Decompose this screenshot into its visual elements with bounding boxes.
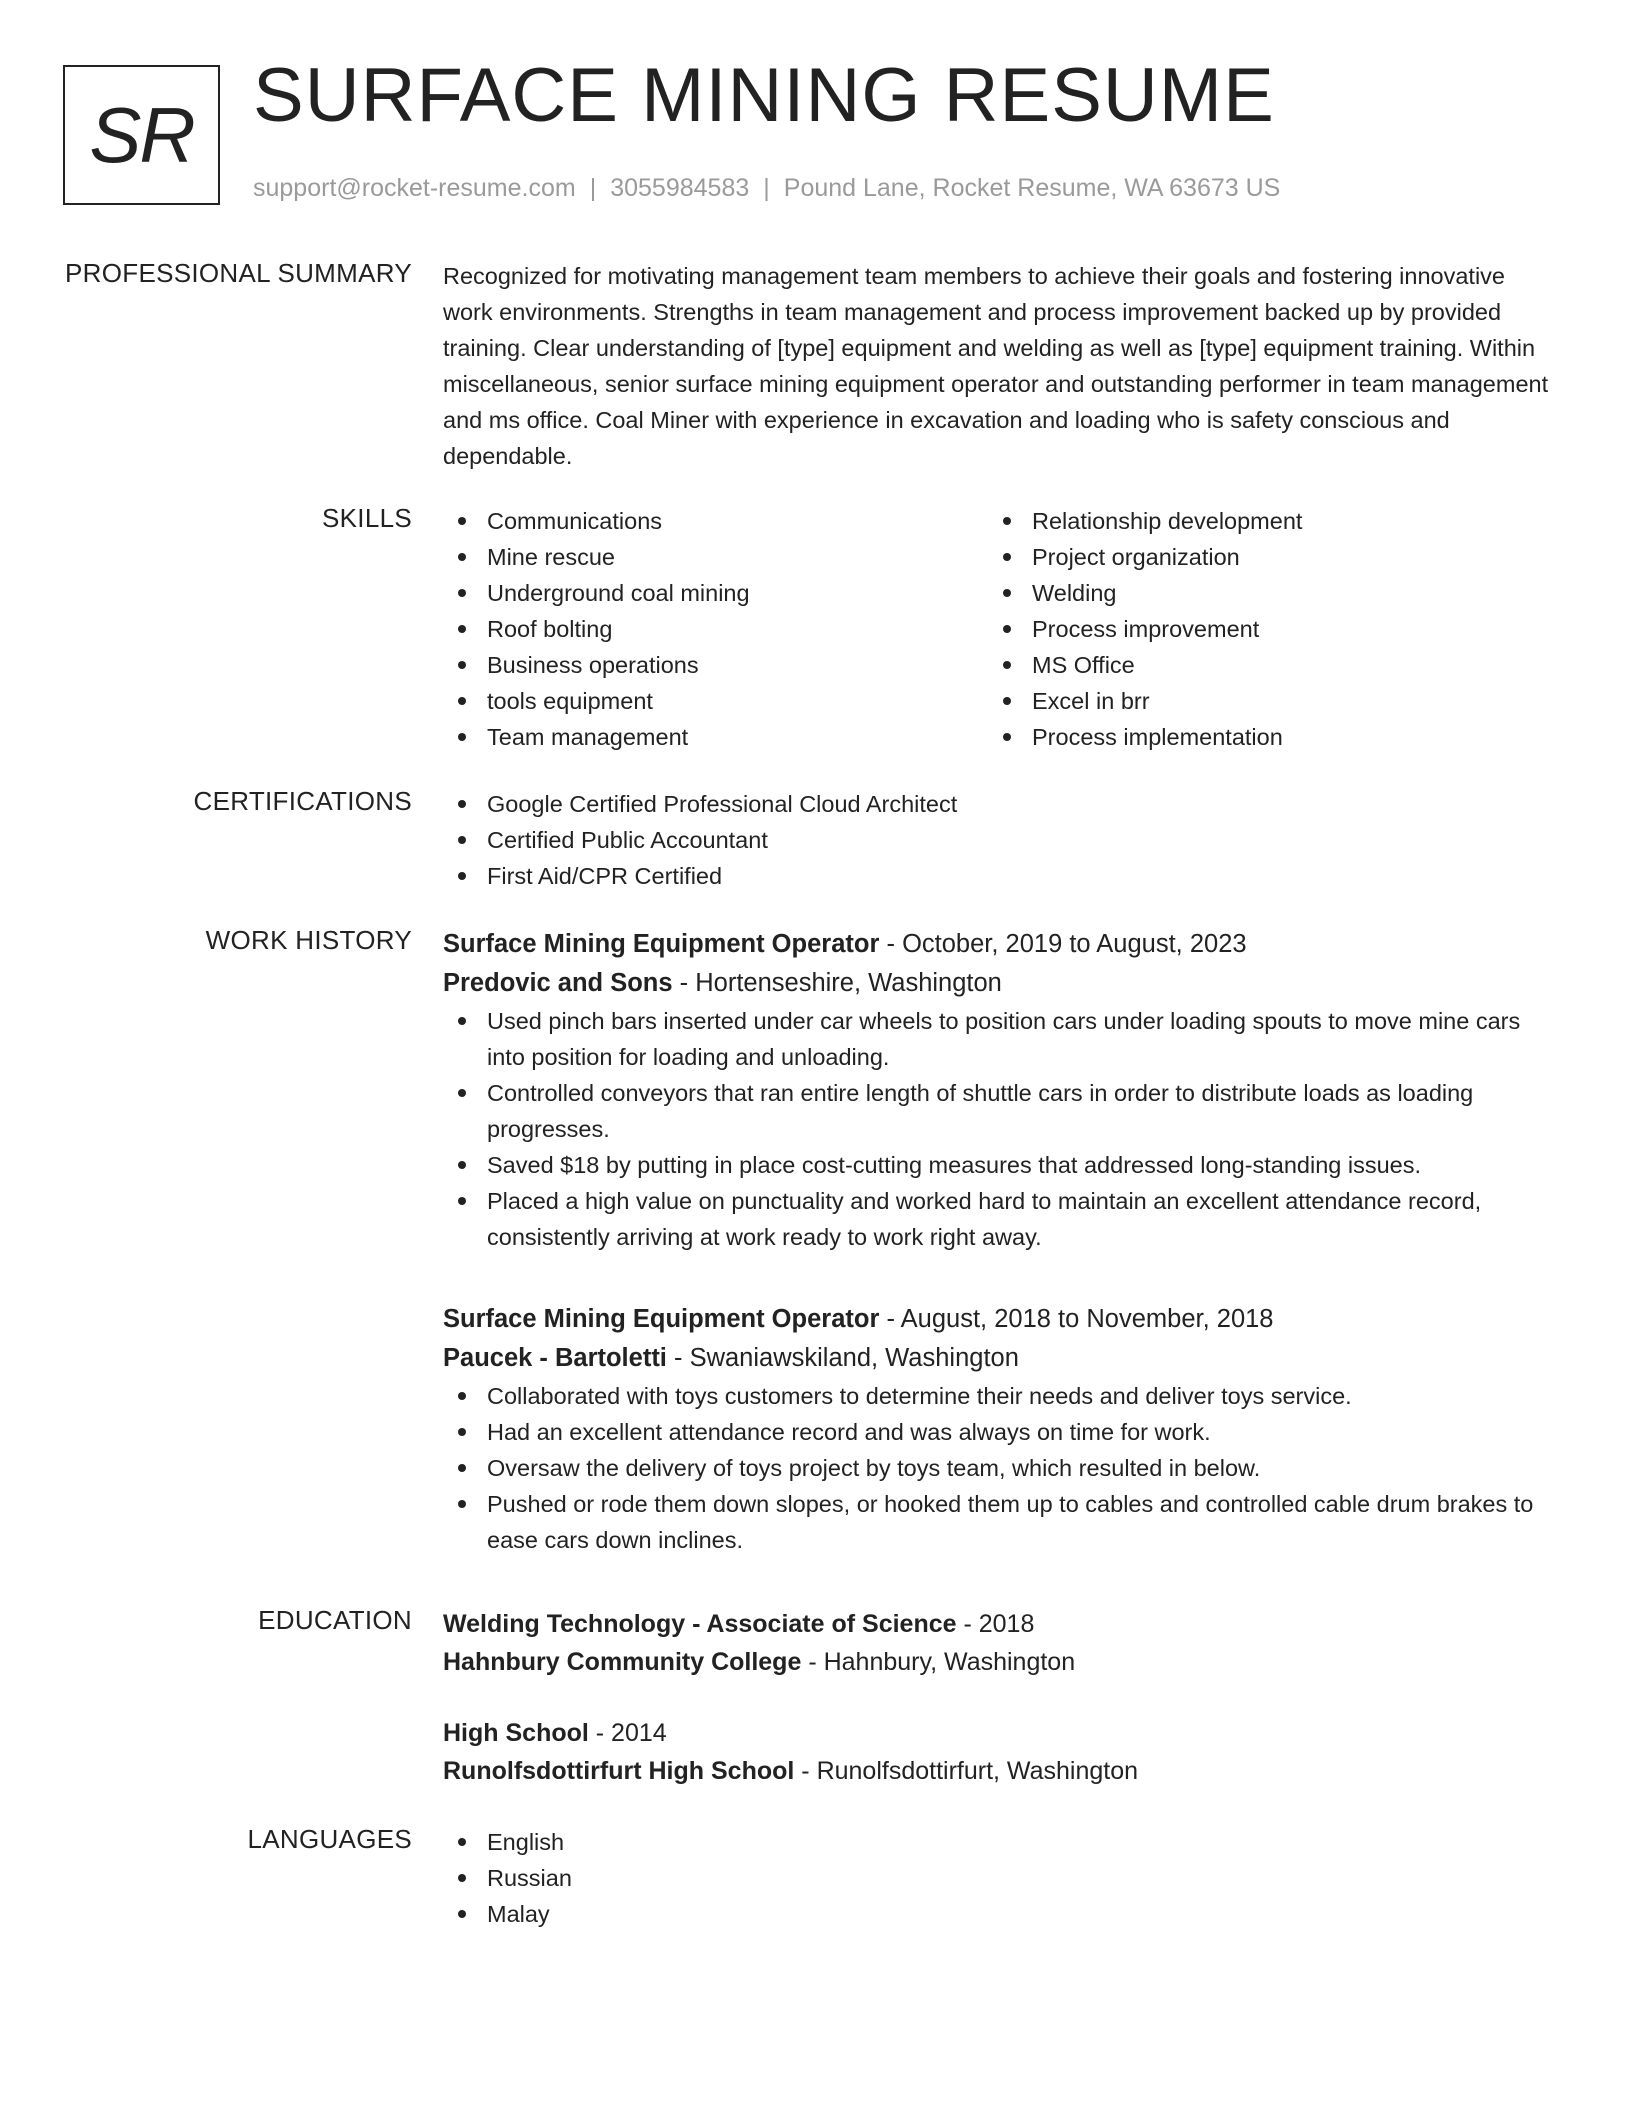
job-title: Surface Mining Equipment Operator xyxy=(443,930,880,958)
list-item: Google Certified Professional Cloud Architect xyxy=(443,786,1553,822)
list-item: First Aid/CPR Certified xyxy=(443,858,1553,894)
degree-year: 2018 xyxy=(978,1610,1035,1638)
list-item: Had an excellent attendance record and was always on time for work. xyxy=(443,1414,1553,1450)
list-item: tools equipment xyxy=(443,683,988,719)
job-bullets xyxy=(443,1378,1553,1558)
list-item: Roof bolting xyxy=(443,611,988,647)
contact-line xyxy=(253,174,1280,203)
degree-year: 2014 xyxy=(611,1719,667,1747)
contact-phone: 3055984583 xyxy=(610,174,750,202)
company-name: Predovic and Sons xyxy=(443,969,673,997)
list-item: Oversaw the delivery of toys project by toys team, which resulted in below. xyxy=(443,1450,1553,1486)
contact-separator: | xyxy=(763,174,770,202)
contact-address: Pound Lane, Rocket Resume, WA 63673 US xyxy=(783,174,1281,202)
list-item: Business operations xyxy=(443,647,988,683)
degree-line: Welding Technology - Associate of Science - 2018 xyxy=(443,1610,1035,1638)
job-entry xyxy=(443,1300,1553,1558)
certifications-list xyxy=(443,786,1553,894)
school-location: Hahnbury, Washington xyxy=(823,1648,1076,1676)
degree-line: High School - 2014 xyxy=(443,1719,667,1747)
degree: Welding Technology - Associate of Science xyxy=(443,1610,957,1638)
list-item: Communications xyxy=(443,503,988,539)
list-item: Collaborated with toys customers to determine their needs and deliver toys service. xyxy=(443,1378,1553,1414)
list-item: Russian xyxy=(443,1860,1553,1896)
contact-email: support@rocket-resume.com xyxy=(253,174,576,202)
list-item: Placed a high value on punctuality and worked hard to maintain an excellent attendance record, consistently arriving at work ready to work right away. xyxy=(443,1183,1553,1255)
list-item: Pushed or rode them down slopes, or hooked them up to cables and controlled cable drum brakes to ease cars down inclines. xyxy=(443,1486,1553,1558)
list-item: Project organization xyxy=(988,539,1533,575)
section-label: LANGUAGES xyxy=(247,1824,412,1854)
education-entry xyxy=(443,1714,1553,1790)
list-item: Saved $18 by putting in place cost-cutting measures that addressed long-standing issues. xyxy=(443,1147,1553,1183)
degree: High School xyxy=(443,1719,589,1747)
skills-columns xyxy=(443,503,1553,755)
skills-list-right xyxy=(988,503,1533,755)
list-item: Team management xyxy=(443,719,988,755)
company-name: Paucek - Bartoletti xyxy=(443,1344,667,1372)
company-line: Predovic and Sons - Hortenseshire, Washington xyxy=(443,969,1002,997)
list-item: Process implementation xyxy=(988,719,1533,755)
company-location: Swaniawskiland, Washington xyxy=(689,1344,1019,1372)
languages-list xyxy=(443,1824,1553,1932)
section-label: CERTIFICATIONS xyxy=(193,786,412,816)
list-item: Excel in brr xyxy=(988,683,1533,719)
company-line: Paucek - Bartoletti - Swaniawskiland, Washington xyxy=(443,1344,1019,1372)
job-bullets xyxy=(443,1003,1553,1255)
list-item: Mine rescue xyxy=(443,539,988,575)
list-item: Used pinch bars inserted under car wheels to position cars under loading spouts to move mine cars into position for loading and unloading. xyxy=(443,1003,1553,1075)
job-title-line: Surface Mining Equipment Operator - August, 2018 to November, 2018 xyxy=(443,1305,1274,1333)
school-location: Runolfsdottirfurt, Washington xyxy=(816,1757,1139,1785)
job-dates: August, 2018 to November, 2018 xyxy=(900,1305,1274,1333)
list-item: English xyxy=(443,1824,1553,1860)
list-item: Certified Public Accountant xyxy=(443,822,1553,858)
section-label: EDUCATION xyxy=(258,1605,412,1635)
list-item: Process improvement xyxy=(988,611,1533,647)
list-item: Welding xyxy=(988,575,1533,611)
school-line: Runolfsdottirfurt High School - Runolfsdottirfurt, Washington xyxy=(443,1757,1139,1785)
monogram-initials: SR xyxy=(63,65,220,205)
job-dates: October, 2019 to August, 2023 xyxy=(902,930,1247,958)
skills-list-left xyxy=(443,503,988,755)
section-label: SKILLS xyxy=(322,503,412,533)
job-entry xyxy=(443,925,1553,1255)
education-entry xyxy=(443,1605,1553,1681)
list-item: MS Office xyxy=(988,647,1533,683)
list-item: Malay xyxy=(443,1896,1553,1932)
contact-separator: | xyxy=(589,174,597,202)
list-item: Controlled conveyors that ran entire length of shuttle cars in order to distribute loads as loading progresses. xyxy=(443,1075,1553,1147)
job-title-line: Surface Mining Equipment Operator - October, 2019 to August, 2023 xyxy=(443,930,1247,958)
school-line: Hahnbury Community College - Hahnbury, Washington xyxy=(443,1648,1076,1676)
section-label: WORK HISTORY xyxy=(205,925,412,955)
school-name: Hahnbury Community College xyxy=(443,1648,802,1676)
section-label: PROFESSIONAL SUMMARY xyxy=(65,258,412,288)
resume-title: SURFACE MINING RESUME xyxy=(253,53,1275,138)
list-item: Underground coal mining xyxy=(443,575,988,611)
company-location: Hortenseshire, Washington xyxy=(695,969,1002,997)
job-title: Surface Mining Equipment Operator xyxy=(443,1305,880,1333)
list-item: Relationship development xyxy=(988,503,1533,539)
summary-text: Recognized for motivating management team members to achieve their goals and fostering innovative work environments. Strengths in team management and process improvement backed up by provided training. Clear understanding of [type] equipment and welding as well as [type] equipment training. Within miscellaneous, senior surface mining equipment operator and outstanding performer in team management and ms office. Coal Miner with experience in excavation and loading who is safety conscious and dependable. xyxy=(443,263,1549,469)
school-name: Runolfsdottirfurt High School xyxy=(443,1757,795,1785)
